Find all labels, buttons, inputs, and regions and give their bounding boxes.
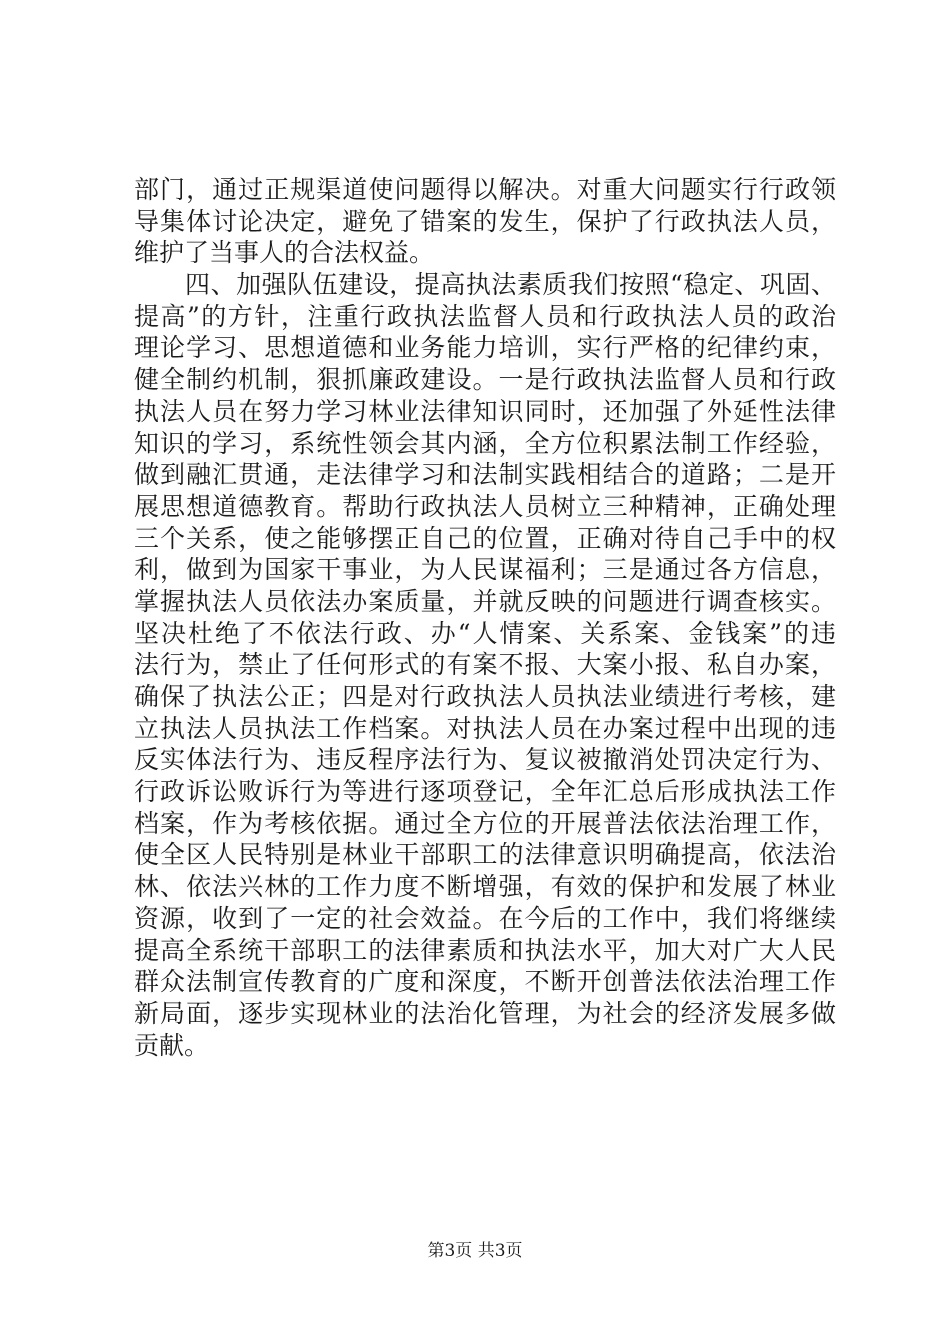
- text-line: 新局面，逐步实现林业的法治化管理，为社会的经济发展多做: [134, 998, 836, 1028]
- text-line: 导集体讨论决定，避免了错案的发生，保护了行政执法人员，: [134, 206, 836, 236]
- page-footer: [0, 1240, 950, 1262]
- body-text: [134, 174, 836, 1061]
- text-line: 部门，通过正规渠道使问题得以解决。对重大问题实行行政领: [134, 175, 836, 204]
- text-line: 掌握执法人员依法办案质量，并就反映的问题进行调查核实。: [134, 586, 836, 616]
- text-line: 资源，收到了一定的社会效益。在今后的工作中，我们将继续: [134, 903, 836, 933]
- page-number-label: 第3页 共3页: [427, 1241, 523, 1261]
- text-line: 理论学习、思想道德和业务能力培训，实行严格的纪律约束，: [134, 333, 836, 363]
- text-line: 贡献。: [134, 1030, 210, 1060]
- text-line: 健全制约机制，狠抓廉政建设。一是行政执法监督人员和行政: [134, 365, 836, 395]
- text-line: 林、依法兴林的工作力度不断增强，有效的保护和发展了林业: [134, 872, 836, 902]
- text-line: 反实体法行为、违反程序法行为、复议被撤消处罚决定行为、: [134, 745, 836, 775]
- text-line: 四、加强队伍建设，提高执法素质我们按照“稳定、巩固、: [134, 270, 836, 300]
- text-line: 知识的学习，系统性领会其内涵，全方位积累法制工作经验，: [134, 428, 836, 458]
- text-line: 提高”的方针，注重行政执法监督人员和行政执法人员的政治: [134, 301, 836, 331]
- text-line: 利，做到为国家干事业，为人民谋福利；三是通过各方信息，: [134, 555, 836, 585]
- text-line: 坚决杜绝了不依法行政、办“人情案、关系案、金钱案”的违: [134, 618, 836, 648]
- text-line: 提高全系统干部职工的法律素质和执法水平，加大对广大人民: [134, 935, 836, 965]
- text-line: 展思想道德教育。帮助行政执法人员树立三种精神，正确处理: [134, 491, 836, 521]
- text-line: 群众法制宣传教育的广度和深度，不断开创普法依法治理工作: [134, 967, 836, 997]
- text-line: 执法人员在努力学习林业法律知识同时，还加强了外延性法律: [134, 396, 836, 426]
- text-line: 档案，作为考核依据。通过全方位的开展普法依法治理工作，: [134, 808, 836, 838]
- text-line: 立执法人员执法工作档案。对执法人员在办案过程中出现的违: [134, 713, 836, 743]
- text-line: 法行为，禁止了任何形式的有案不报、大案小报、私自办案，: [134, 650, 836, 680]
- text-line: 三个关系，使之能够摆正自己的位置，正确对待自己手中的权: [134, 523, 836, 553]
- text-line: 做到融汇贯通，走法律学习和法制实践相结合的道路；二是开: [134, 460, 836, 490]
- text-line: 确保了执法公正；四是对行政执法人员执法业绩进行考核，建: [134, 682, 836, 711]
- text-line: 使全区人民特别是林业干部职工的法律意识明确提高，依法治: [134, 840, 836, 870]
- text-line: 行政诉讼败诉行为等进行逐项登记，全年汇总后形成执法工作: [134, 777, 836, 807]
- text-line: 维护了当事人的合法权益。: [134, 238, 435, 268]
